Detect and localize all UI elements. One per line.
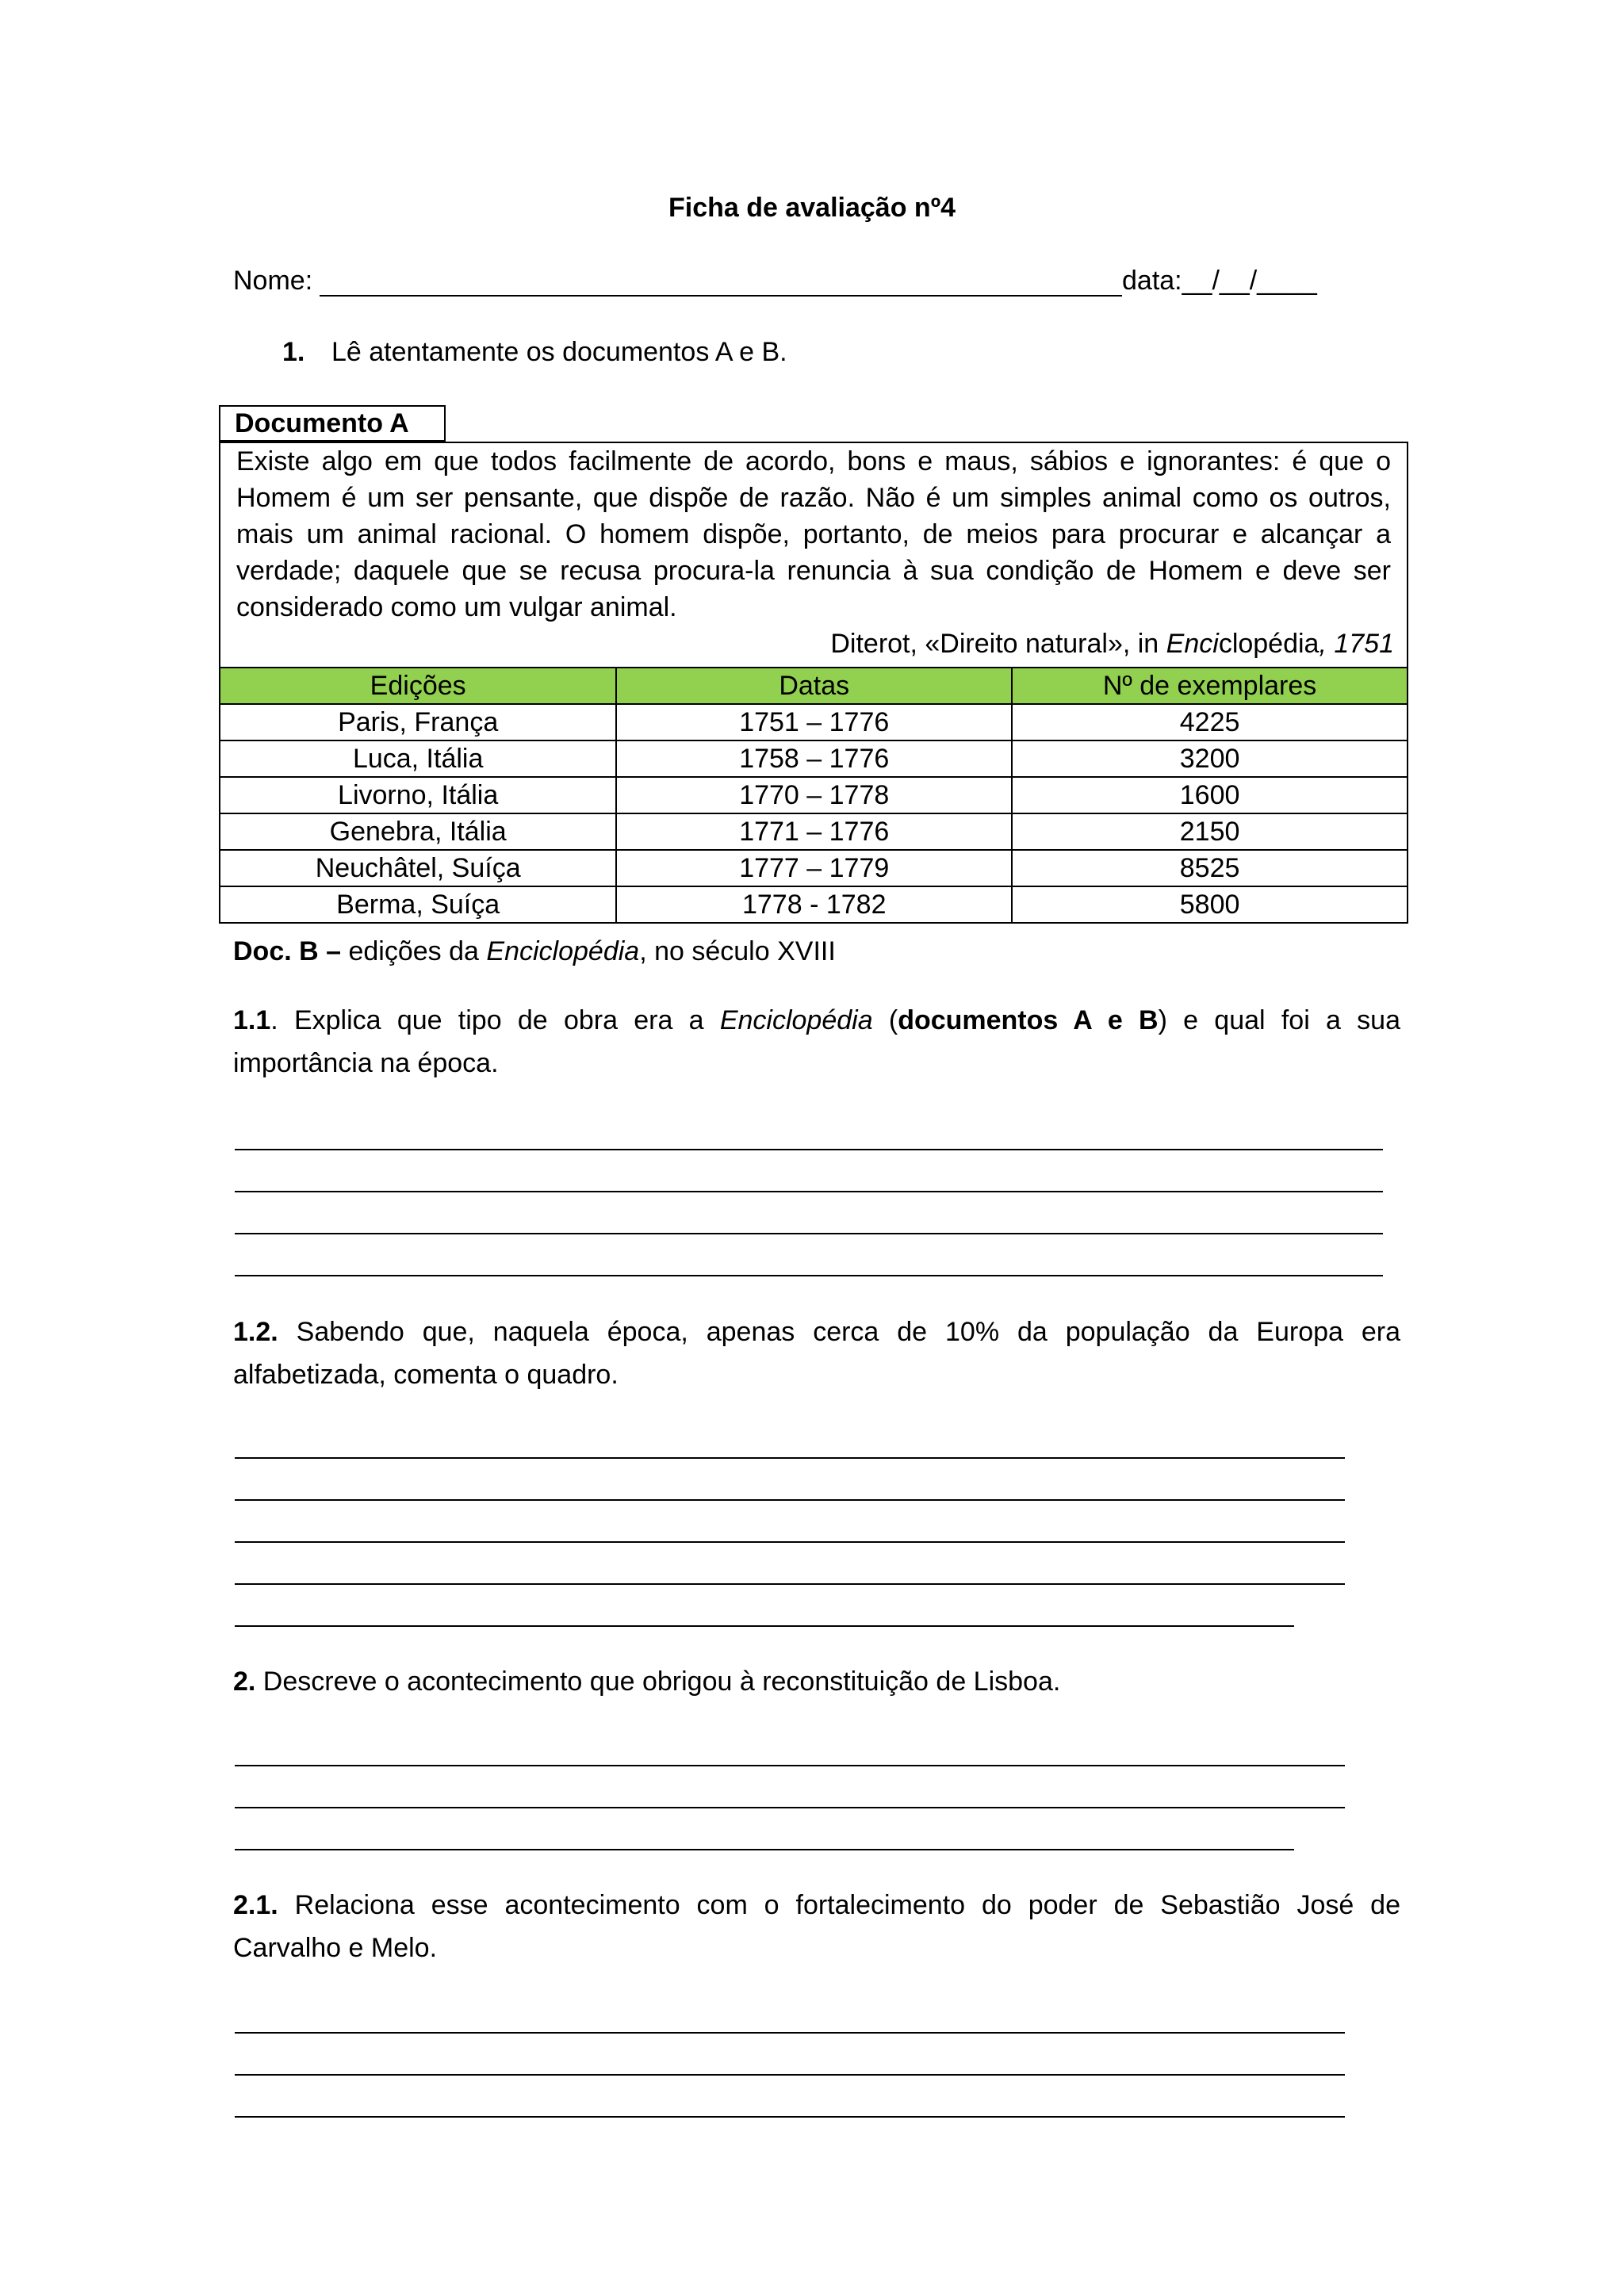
q1-text: Lê atentamente os documentos A e B. — [331, 337, 787, 367]
answer-line[interactable] — [235, 1541, 1345, 1543]
date-label[interactable]: data:__/__/____ — [1122, 266, 1317, 296]
answer-line[interactable] — [235, 1765, 1345, 1766]
answer-line[interactable] — [235, 1233, 1383, 1234]
answer-line[interactable] — [235, 1499, 1345, 1501]
table-row — [220, 777, 1408, 813]
table-cell: Neuchâtel, Suíça — [220, 850, 616, 886]
answer-line[interactable] — [235, 1191, 1383, 1192]
table-cell: 1751 – 1776 — [616, 704, 1012, 740]
table-row — [220, 813, 1408, 850]
table-header-cell: Datas — [616, 668, 1012, 704]
table-cell: 2150 — [1012, 813, 1408, 850]
q2-text: 2. Descreve o acontecimento que obrigou à reconstituição de Lisboa. — [233, 1667, 1061, 1697]
name-field[interactable] — [320, 295, 1122, 297]
answer-line[interactable] — [235, 1583, 1345, 1585]
table-header-cell: Nº de exemplares — [1012, 668, 1408, 704]
document-a-line: mais um animal racional. O homem dispõe, portanto, de meios para procurar e alcançar a — [236, 519, 1391, 549]
answer-line[interactable] — [235, 1849, 1294, 1850]
table-cell: Livorno, Itália — [220, 777, 616, 813]
answer-line[interactable] — [235, 2032, 1345, 2034]
answer-line[interactable] — [235, 1275, 1383, 1276]
table-cell: 1758 – 1776 — [616, 740, 1012, 777]
table-cell: 3200 — [1012, 740, 1408, 777]
q1-1-line-2: importância na época. — [233, 1048, 499, 1078]
page-title: Ficha de avaliação nº4 — [668, 193, 956, 223]
document-a-line: verdade; daquele que se recusa procura-la renuncia à sua condição de Homem e deve ser — [236, 556, 1391, 586]
q2-1-line-2: Carvalho e Melo. — [233, 1933, 438, 1963]
table-cell: 8525 — [1012, 850, 1408, 886]
table-cell: 4225 — [1012, 704, 1408, 740]
answer-line[interactable] — [235, 1457, 1345, 1459]
name-label: Nome: — [233, 266, 313, 296]
table-cell: Luca, Itália — [220, 740, 616, 777]
q1-2-line-2: alfabetizada, comenta o quadro. — [233, 1360, 619, 1390]
table-cell: 1777 – 1779 — [616, 850, 1012, 886]
document-a-source: Diterot, «Direito natural», in Enciclopédia, 1751 — [830, 629, 1394, 659]
document-a-line: Homem é um ser pensante, que dispõe de razão. Não é um simples animal como os outros, — [236, 483, 1391, 513]
answer-line[interactable] — [235, 1807, 1345, 1808]
table-cell: 1771 – 1776 — [616, 813, 1012, 850]
q2-1-line-1: 2.1. Relaciona esse acontecimento com o fortalecimento do poder de Sebastião José de — [233, 1890, 1400, 1920]
q1-1-line-1: 1.1. Explica que tipo de obra era a Enciclopédia (documentos A e B) e qual foi a sua — [233, 1005, 1400, 1035]
q1-2-line-1: 1.2. Sabendo que, naquela época, apenas cerca de 10% da população da Europa era — [233, 1317, 1400, 1347]
q1-number: 1. — [282, 337, 305, 367]
document-a-line: considerado como um vulgar animal. — [236, 592, 677, 622]
table-row — [220, 850, 1408, 886]
document-b-caption: Doc. B – edições da Enciclopédia, no século XVIII — [233, 936, 836, 966]
table-cell: Berma, Suíça — [220, 886, 616, 923]
table-row — [220, 740, 1408, 777]
table-cell: 5800 — [1012, 886, 1408, 923]
editions-table — [219, 667, 1408, 924]
table-cell: 1600 — [1012, 777, 1408, 813]
table-header-cell: Edições — [220, 668, 616, 704]
answer-line[interactable] — [235, 1149, 1383, 1150]
table-header-row — [220, 668, 1408, 704]
answer-line[interactable] — [235, 2074, 1345, 2076]
table-cell: 1770 – 1778 — [616, 777, 1012, 813]
document-a-line: Existe algo em que todos facilmente de acordo, bons e maus, sábios e ignorantes: é que o — [236, 446, 1391, 476]
answer-line[interactable] — [235, 2116, 1345, 2118]
table-row — [220, 704, 1408, 740]
table-cell: 1778 - 1782 — [616, 886, 1012, 923]
document-a-box — [219, 442, 1408, 668]
answer-line[interactable] — [235, 1625, 1294, 1627]
table-cell: Genebra, Itália — [220, 813, 616, 850]
table-row — [220, 886, 1408, 923]
table-cell: Paris, França — [220, 704, 616, 740]
document-a-label: Documento A — [219, 405, 446, 442]
